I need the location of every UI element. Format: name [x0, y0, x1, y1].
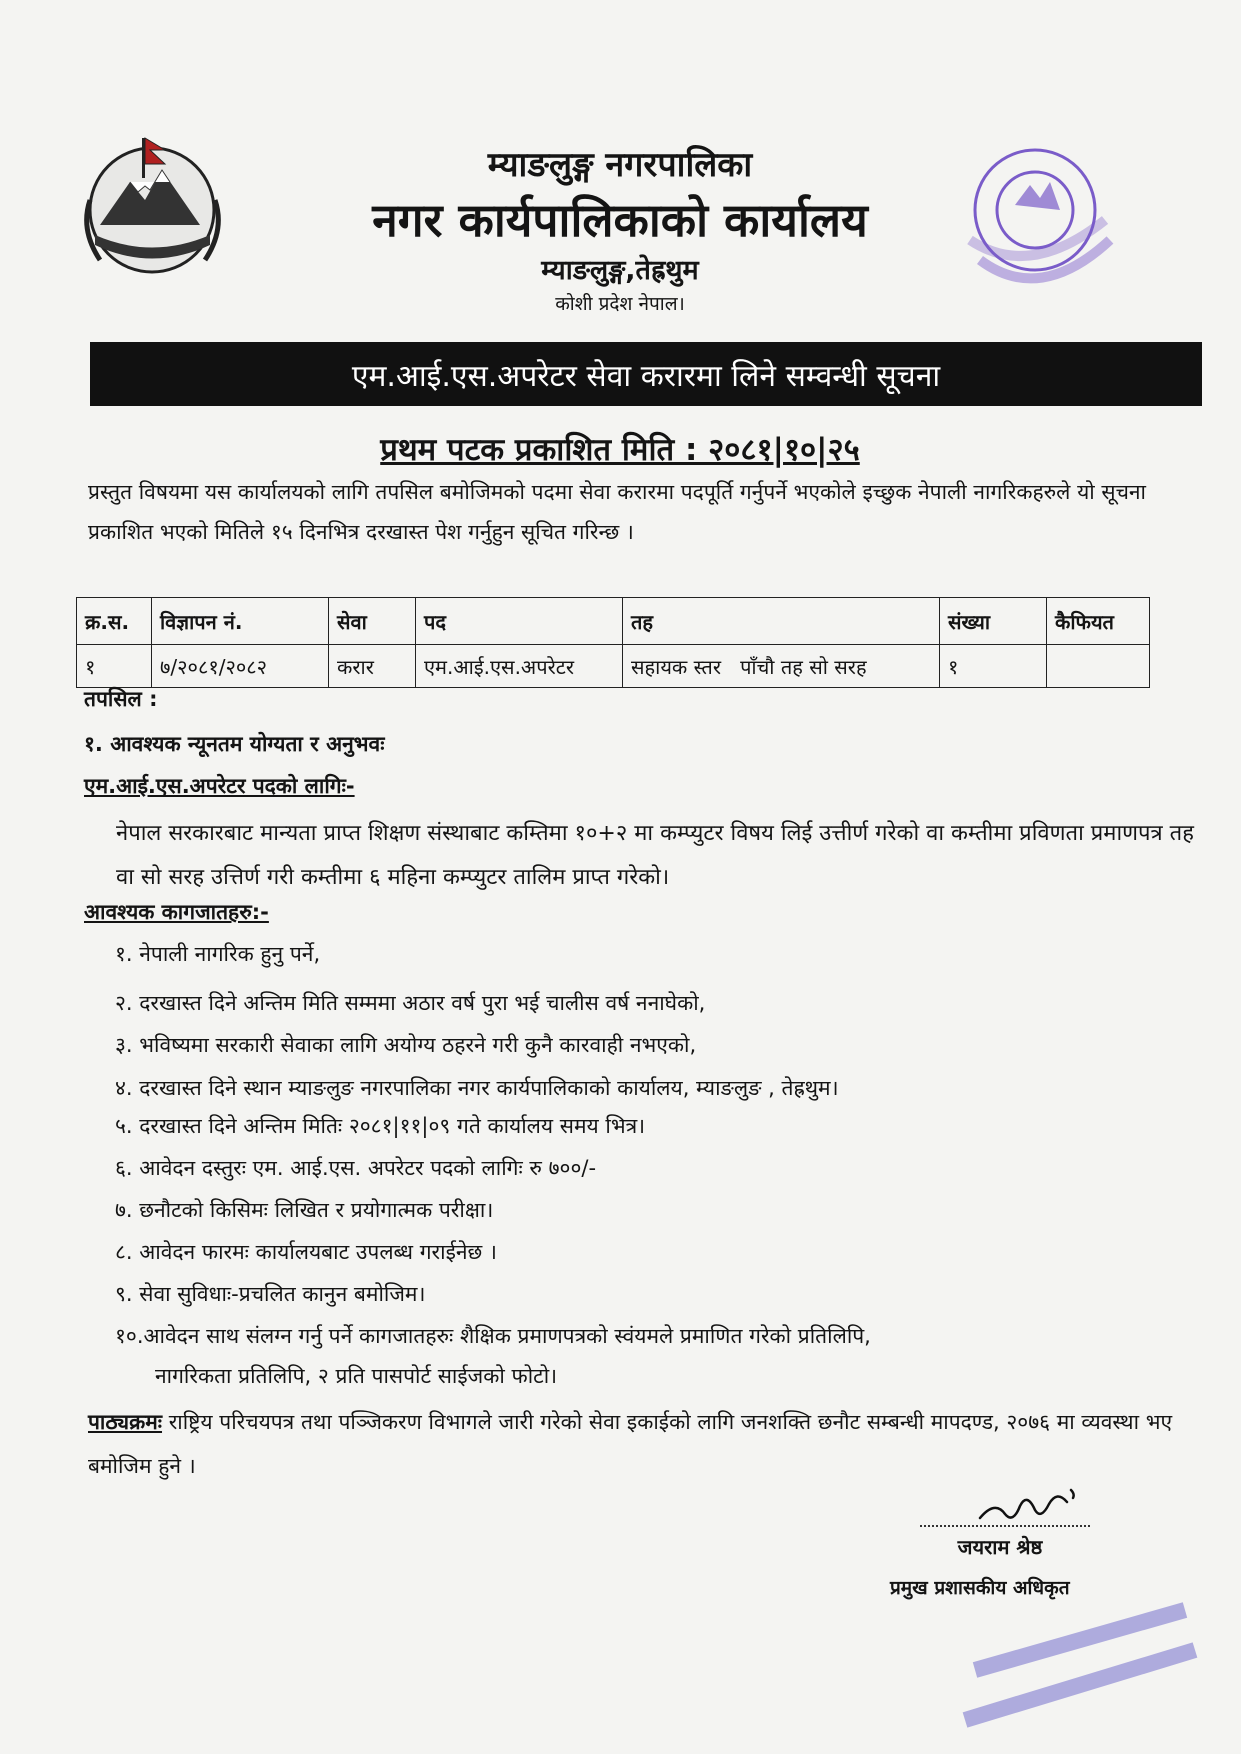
office-province: कोशी प्रदेश नेपाल।: [555, 293, 685, 315]
col-header-ad-no: विज्ञापन नं.: [152, 598, 329, 645]
list-item: ९. सेवा सुविधाः-प्रचलित कानुन बमोजिम।: [115, 1282, 426, 1306]
cell-count: १: [940, 645, 1047, 688]
signatory-name: जयराम श्रेष्ठ: [957, 1535, 1043, 1559]
signatory-stamp: [955, 1590, 1215, 1740]
cell-post: एम.आई.एस.अपरेटर: [416, 645, 623, 688]
cell-sn: १: [77, 645, 152, 688]
table-row: [77, 645, 1150, 688]
intro-paragraph: प्रस्तुत विषयमा यस कार्यालयको लागि तपसिल बमोजिमको पदमा सेवा करारमा पदपूर्ति गर्नुपर्ने भएकोले इच्छुक नेपाली नागरिकहरुले यो सूचना प्रकाशित भएको मितिले १५ दिनभित्र दरखास्त पेश गर्नुहुन सूचित गरिन्छ ।: [88, 480, 1146, 544]
cell-remarks: [1047, 645, 1150, 688]
section-qualification-title: १. आवश्यक न्यूनतम योग्यता र अनुभवः: [84, 732, 385, 756]
list-item: ३. भविष्यमा सरकारी सेवाका लागि अयोग्य ठहरने गरी कुनै कारवाही नभएको,: [115, 1033, 697, 1057]
publish-date: [200, 428, 1040, 470]
col-header-sn: क्र.स.: [77, 598, 152, 645]
col-header-count: संख्या: [940, 598, 1047, 645]
list-item: १. नेपाली नागरिक हुनु पर्ने,: [115, 942, 321, 966]
syllabus-label: पाठ्यक्रमः: [88, 1410, 163, 1434]
nepal-emblem-logo: [70, 120, 235, 285]
list-item: ५. दरखास्त दिने अन्तिम मितिः २०८१|११|०९ गते कार्यालय समय भित्र।: [115, 1114, 646, 1138]
cell-ad-no: ७/२०८१/२०८२: [152, 645, 329, 688]
col-header-post: पद: [416, 598, 623, 645]
col-header-level: तह: [623, 598, 940, 645]
publish-date-text: प्रथम पटक प्रकाशित मिति : २०८१|१०|२५: [380, 432, 860, 468]
col-header-service: सेवा: [329, 598, 416, 645]
list-item: नागरिकता प्रतिलिपि, २ प्रति पासपोर्ट साईजको फोटो।: [155, 1364, 558, 1388]
list-item: ७. छनौटको किसिमः लिखित र प्रयोगात्मक परीक्षा।: [115, 1198, 494, 1222]
cell-service: करार: [329, 645, 416, 688]
list-item: १०.आवेदन साथ संलग्न गर्नु पर्ने कागजातहरुः शैक्षिक प्रमाणपत्रको स्वंयमले प्रमाणित गरेको प्रतिलिपि,: [115, 1324, 871, 1348]
list-item: ६. आवेदन दस्तुरः एम. आई.एस. अपरेटर पदको लागिः रु ७००/-: [115, 1156, 597, 1180]
vacancy-table: [76, 597, 1150, 688]
cell-level: सहायक स्तर पाँचौ तह सो सरह: [623, 645, 940, 688]
signatory-title: प्रमुख प्रशासकीय अधिकृत: [890, 1577, 1070, 1599]
list-item: २. दरखास्त दिने अन्तिम मिति सम्ममा अठार वर्ष पुरा भई चालीस वर्ष ननाघेको,: [115, 991, 706, 1015]
documents-heading: आवश्यक कागजातहरु:-: [84, 900, 269, 924]
municipality-name: म्याङलुङ्ग नगरपालिका: [487, 145, 753, 185]
post-heading: एम.आई.एस.अपरेटर पदको लागिः-: [84, 774, 355, 798]
office-name: नगर कार्यपालिकाको कार्यालय: [372, 193, 868, 247]
signature-line: [920, 1525, 1090, 1527]
list-item: ८. आवेदन फारमः कार्यालयबाट उपलब्ध गराईनेछ ।: [115, 1240, 497, 1264]
office-stamp: [920, 130, 1130, 330]
syllabus-paragraph: [88, 1400, 1208, 1488]
col-header-remarks: कैफियत: [1047, 598, 1150, 645]
tapasil-label: तपसिल :: [84, 687, 158, 711]
table-header-row: [77, 598, 1150, 645]
handwritten-signature: [975, 1480, 1095, 1530]
qualification-text: नेपाल सरकारबाट मान्यता प्राप्त शिक्षण संस्थाबाट कम्तिमा १०+२ मा कम्प्युटर विषय लिई उत्तीर्ण गरेको वा कम्तीमा प्रविणता प्रमाणपत्र तह वा सो सरह उत्तिर्ण गरी कम्तीमा ६ महिना कम्प्युटर तालिम प्राप्त गरेको।: [116, 821, 1194, 890]
office-location: म्याङलुङ्ग,तेह्रथुम: [541, 255, 699, 286]
notice-title-banner: एम.आई.एस.अपरेटर सेवा करारमा लिने सम्वन्धी सूचना: [90, 342, 1202, 406]
list-item: ४. दरखास्त दिने स्थान म्याङलुङ नगरपालिका नगर कार्यपालिकाको कार्यालय, म्याङलुङ , तेह्रथुम।: [115, 1076, 839, 1100]
syllabus-text: राष्ट्रिय परिचयपत्र तथा पञ्जिकरण विभागले जारी गरेको सेवा इकाईको लागि जनशक्ति छनौट सम्बन्धी मापदण्ड, २०७६ मा व्यवस्था भए बमोजिम हुने ।: [88, 1410, 1173, 1478]
